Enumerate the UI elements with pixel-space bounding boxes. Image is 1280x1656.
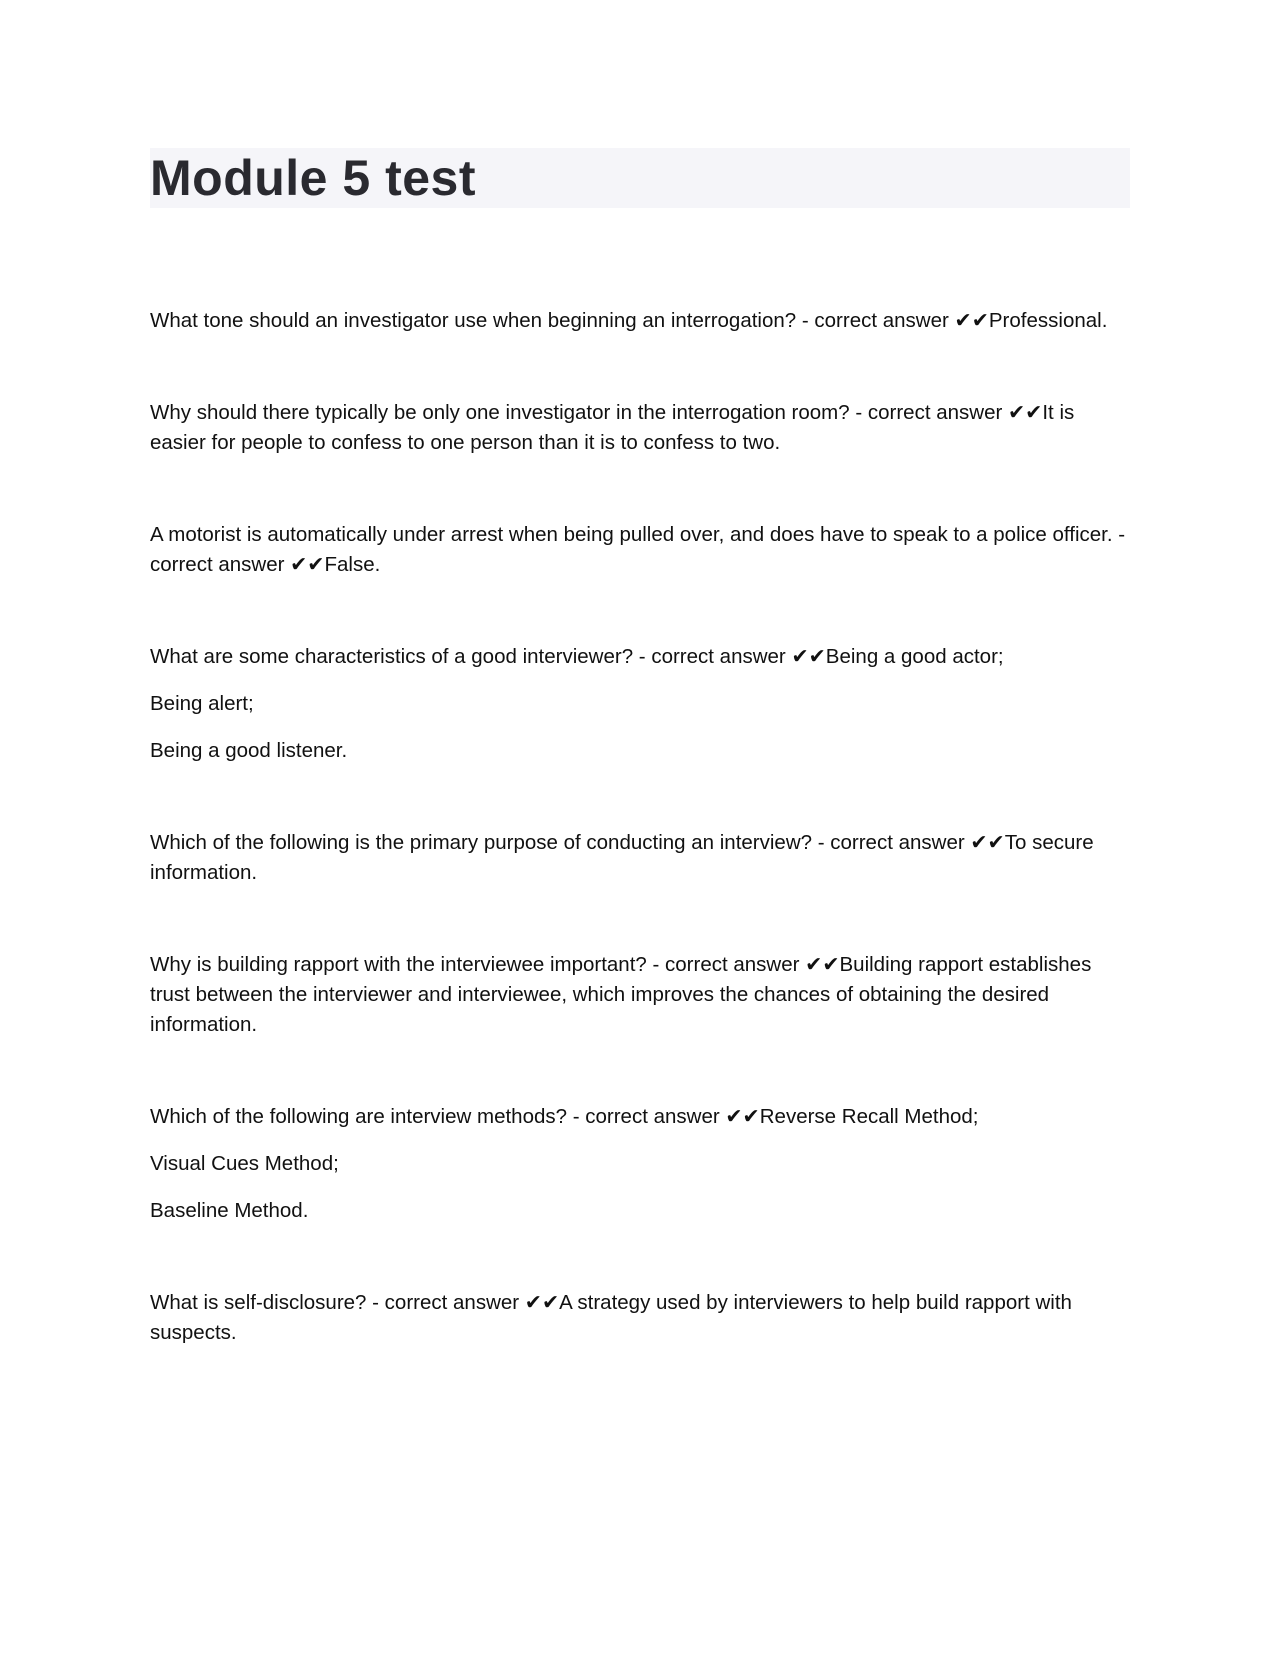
qa-text: Which of the following is the primary purpose of conducting an interview? - correct answer ✔✔To secure information. — [150, 831, 1094, 884]
qa-answer-continuation: Being a good listener. — [150, 739, 348, 762]
page-title: Module 5 test — [150, 150, 476, 206]
qa-item-7 — [150, 1102, 1130, 1226]
title-banner — [150, 148, 1130, 208]
qa-list — [150, 306, 1130, 1348]
qa-answer-continuation: Baseline Method. — [150, 1199, 309, 1222]
document-page — [150, 148, 1130, 1410]
qa-item-8 — [150, 1288, 1130, 1348]
qa-text: Why is building rapport with the interviewee important? - correct answer ✔✔Building rapport establishes trust between the interviewer and interviewee, which improves the chances of obtaining the desired information. — [150, 953, 1092, 1036]
qa-text: Which of the following are interview methods? - correct answer ✔✔Reverse Recall Method; — [150, 1105, 979, 1128]
qa-answer-continuation: Being alert; — [150, 692, 254, 715]
qa-item-2 — [150, 398, 1130, 458]
qa-item-3 — [150, 520, 1130, 580]
qa-item-1 — [150, 306, 1130, 336]
qa-answer-continuation: Visual Cues Method; — [150, 1152, 339, 1175]
qa-item-6 — [150, 950, 1130, 1040]
qa-text: What is self-disclosure? - correct answer ✔✔A strategy used by interviewers to help build rapport with suspects. — [150, 1291, 1072, 1344]
qa-text: What are some characteristics of a good interviewer? - correct answer ✔✔Being a good actor; — [150, 645, 1004, 668]
qa-text: Why should there typically be only one investigator in the interrogation room? - correct answer ✔✔It is easier for people to confess to one person than it is to confess to two. — [150, 401, 1075, 454]
qa-item-4 — [150, 642, 1130, 766]
qa-text: A motorist is automatically under arrest when being pulled over, and does have to speak to a police officer. - correct answer ✔✔False. — [150, 523, 1126, 576]
qa-text: What tone should an investigator use when beginning an interrogation? - correct answer ✔✔Professional. — [150, 309, 1108, 332]
qa-item-5 — [150, 828, 1130, 888]
